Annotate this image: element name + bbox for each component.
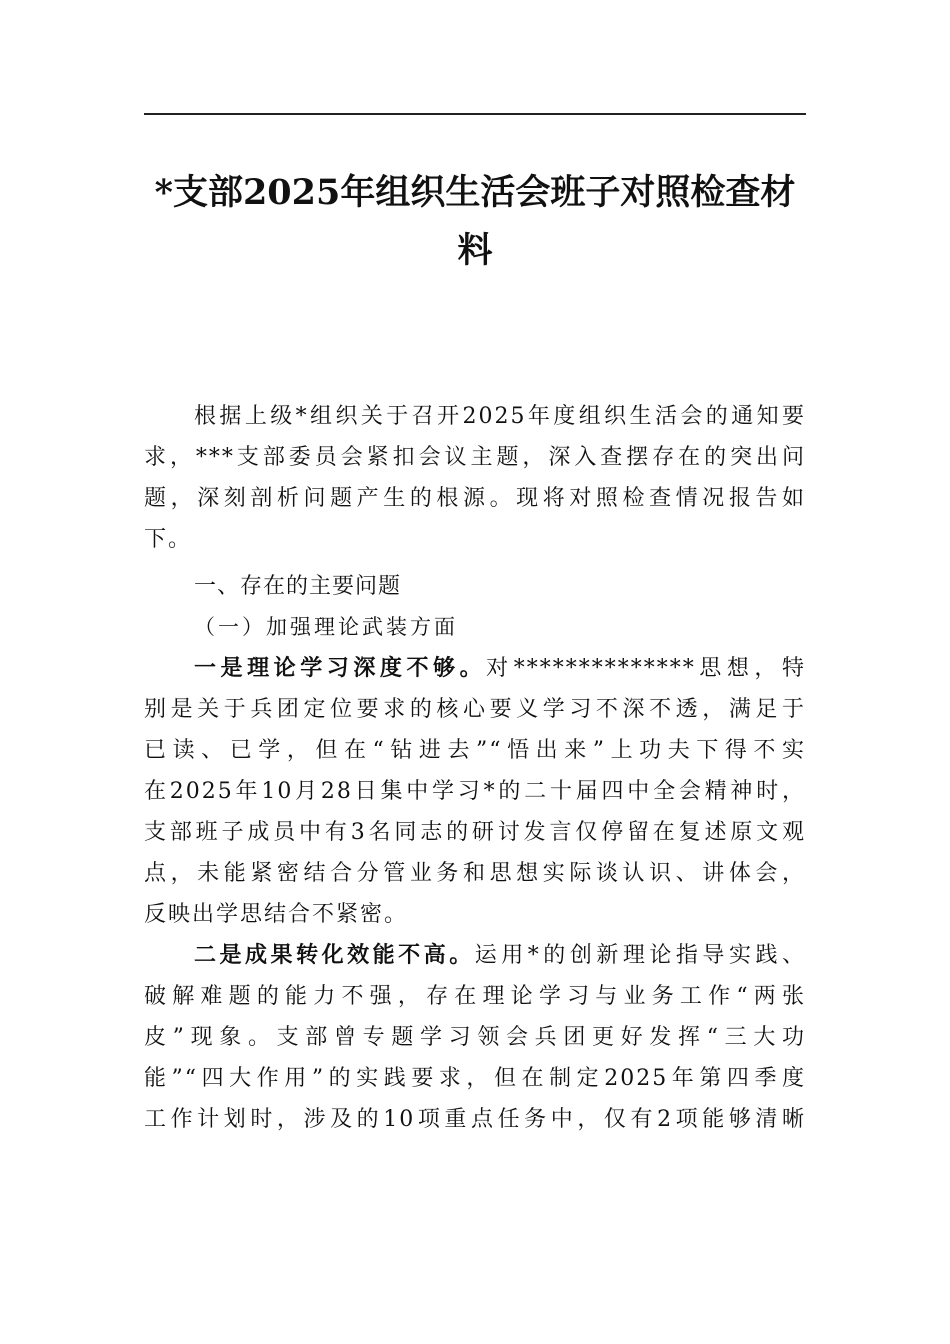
subsection-heading-theory: （一）加强理论武装方面 <box>194 615 458 639</box>
intro-line-4: 下。 <box>144 527 193 552</box>
title-line-1: *支部2025年组织生活会班子对照检查材 <box>154 172 796 213</box>
point1-line-5: 支部班子成员中有3名同志的研讨发言仅停留在复述原文观 <box>144 820 806 845</box>
document-title <box>144 164 806 280</box>
point2-line-2: 破解难题的能力不强，存在理论学习与业务工作“两张 <box>144 984 806 1009</box>
document-body <box>144 396 806 1140</box>
point1-line-3: 已读、已学，但在“钻进去”“悟出来”上功夫下得不实 <box>144 738 806 763</box>
point2-line-4: 能”“四大作用”的实践要求，但在制定2025年第四季度 <box>144 1066 806 1091</box>
intro-line-2: 求，***支部委员会紧扣会议主题，深入查摆存在的突出问 <box>144 445 806 470</box>
intro-line-1: 根据上级*组织关于召开2025年度组织生活会的通知要 <box>194 404 806 429</box>
point2-first-line <box>144 935 806 976</box>
point1-lead: 一是理论学习深度不够。 <box>194 656 487 681</box>
intro-line-3: 题，深刻剖析问题产生的根源。现将对照检查情况报告如 <box>144 486 806 511</box>
section-heading-problems: 一、存在的主要问题 <box>194 574 402 599</box>
point1-line-7: 反映出学思结合不紧密。 <box>144 902 409 927</box>
point2-lead: 二是成果转化效能不高。 <box>194 943 475 968</box>
title-line-2: 料 <box>457 230 493 271</box>
header-rule <box>144 113 806 115</box>
point2-line-5: 工作计划时，涉及的10项重点任务中，仅有2项能够清晰 <box>144 1107 806 1132</box>
point1-first-line <box>144 648 806 689</box>
point2-first-text: 运用*的创新理论指导实践、 <box>474 943 806 968</box>
point1-line-6: 点，未能紧密结合分管业务和思想实际谈认识、讲体会， <box>144 861 806 886</box>
point1-line-4: 在2025年10月28日集中学习*的二十届四中全会精神时， <box>144 779 806 804</box>
point2-line-3: 皮”现象。支部曾专题学习领会兵团更好发挥“三大功 <box>144 1025 806 1050</box>
point1-first-text: 对**************思想，特 <box>486 656 806 681</box>
point1-line-2: 别是关于兵团定位要求的核心要义学习不深不透，满足于 <box>144 697 806 722</box>
